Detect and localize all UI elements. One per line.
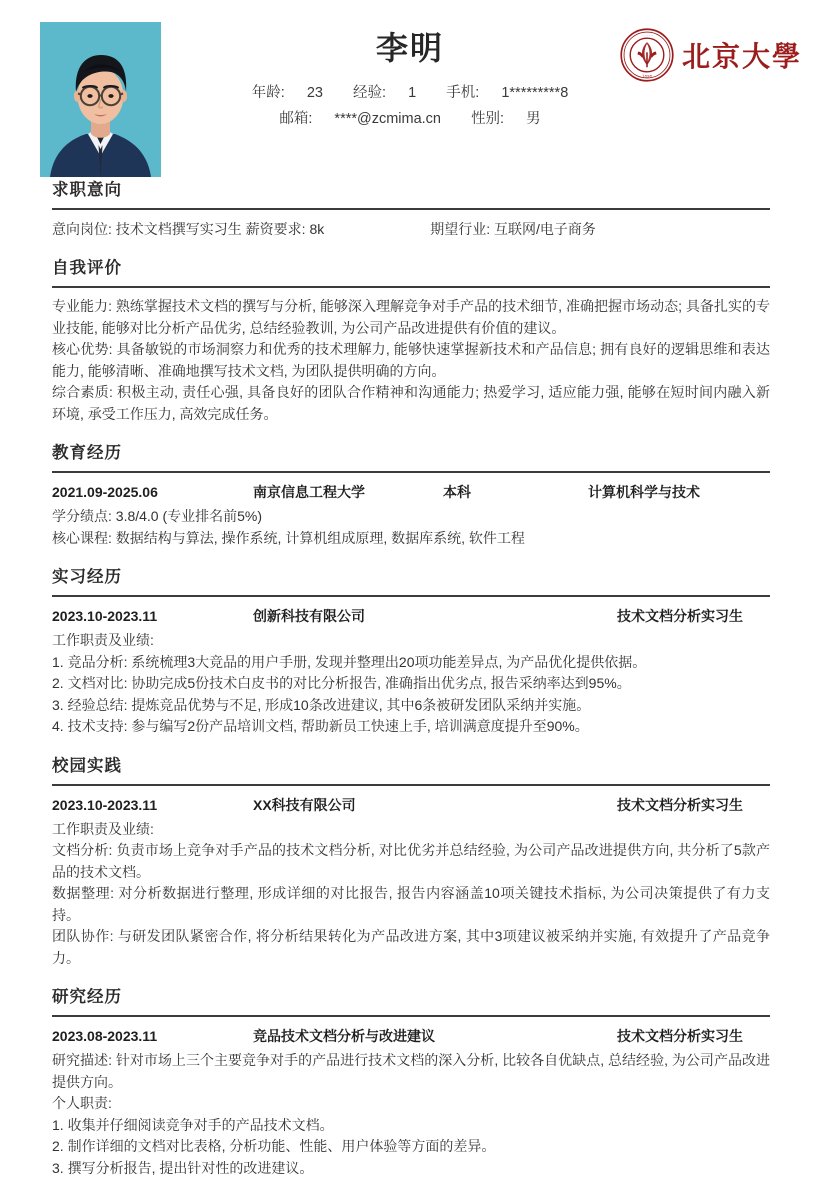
- self-evaluation-paragraph: 综合素质: 积极主动, 责任心强, 具备良好的团队合作精神和沟通能力; 热爱学习, 适应能力强, 能够在短时间内融入新环境, 承受工作压力, 高效完成任务。: [52, 382, 770, 425]
- internship-date: 2023.10-2023.11: [52, 605, 253, 627]
- identity-block: [190, 26, 630, 132]
- email-label: 邮箱:: [279, 111, 312, 127]
- internship-company: 创新科技有限公司: [253, 605, 617, 627]
- internship-sub-heading: 工作职责及业绩:: [52, 630, 770, 652]
- section-divider: [52, 784, 770, 786]
- person-name: 李明: [190, 26, 630, 70]
- salary-label: 薪资要求:: [246, 221, 306, 237]
- education-gpa: 学分绩点: 3.8/4.0 (专业排名前5%): [52, 506, 770, 528]
- experience-value: 1: [408, 85, 416, 101]
- campus-item: 数据整理: 对分析数据进行整理, 形成详细的对比报告, 报告内容涵盖10项关键技术指标, 为公司决策提供了有力支持。: [52, 883, 770, 926]
- campus-role: 技术文档分析实习生: [617, 794, 770, 816]
- resume-header: [0, 0, 820, 178]
- research-item: 3. 撰写分析报告, 提出针对性的改进建议。: [52, 1158, 770, 1179]
- position-label: 意向岗位:: [52, 221, 112, 237]
- meta-row-2: [190, 106, 630, 132]
- self-evaluation-paragraph: 核心优势: 具备敏锐的市场洞察力和优秀的技术理解力, 能够快速掌握新技术和产品信息; 拥有良好的逻辑思维和表达能力, 能够清晰、准确地撰写技术文档, 为团队提供明确的方向。: [52, 339, 770, 382]
- salary-value: 8k: [309, 221, 324, 237]
- age-label: 年龄:: [252, 85, 285, 101]
- education-degree: 本科: [443, 481, 588, 503]
- section-divider: [52, 471, 770, 473]
- research-description: 研究描述: 针对市场上三个主要竞争对手的产品进行技术文档的深入分析, 比较各自优缺点, 总结经验, 为公司产品改进提供方向。: [52, 1050, 770, 1093]
- university-name: 北京大學: [682, 35, 802, 75]
- campus-sub-heading: 工作职责及业绩:: [52, 819, 770, 841]
- gender-label: 性别:: [471, 111, 504, 127]
- internship-entry-row: [52, 605, 770, 627]
- section-title-self-evaluation: 自我评价: [52, 256, 770, 280]
- meta-row-1: [190, 80, 630, 106]
- section-divider: [52, 286, 770, 288]
- section-campus-practice: [0, 754, 820, 970]
- university-seal-icon: [619, 27, 675, 83]
- research-topic: 竞品技术文档分析与改进建议: [253, 1025, 617, 1047]
- campus-entry-row: [52, 794, 770, 816]
- internship-item: 4. 技术支持: 参与编写2份产品培训文档, 帮助新员工快速上手, 培训满意度提升至90%。: [52, 716, 770, 738]
- campus-item: 文档分析: 负责市场上竞争对手产品的技术文档分析, 对比优劣并总结经验, 为公司产品改进提供方向, 共分析了5款产品的技术文档。: [52, 840, 770, 883]
- university-logo: [619, 27, 802, 83]
- campus-item: 团队协作: 与研发团队紧密合作, 将分析结果转化为产品改进方案, 其中3项建议被采纳并实施, 有效提升了产品竞争力。: [52, 926, 770, 969]
- portrait-photo: [40, 22, 161, 177]
- section-job-intention: [0, 178, 820, 240]
- phone-label: 手机:: [446, 85, 479, 101]
- position-value: 技术文档撰写实习生: [116, 221, 242, 237]
- section-self-evaluation: [0, 256, 820, 425]
- section-title-research: 研究经历: [52, 985, 770, 1009]
- svg-text:· · · · ·: · · · · ·: [641, 33, 652, 38]
- research-item: 2. 制作详细的文档对比表格, 分析功能、性能、用户体验等方面的差异。: [52, 1136, 770, 1158]
- research-item: 1. 收集并仔细阅读竞争对手的产品技术文档。: [52, 1115, 770, 1137]
- research-entry-row: [52, 1025, 770, 1047]
- section-title-campus-practice: 校园实践: [52, 754, 770, 778]
- education-courses: 核心课程: 数据结构与算法, 操作系统, 计算机组成原理, 数据库系统, 软件工程: [52, 528, 770, 550]
- internship-role: 技术文档分析实习生: [617, 605, 770, 627]
- campus-company: XX科技有限公司: [253, 794, 617, 816]
- phone-value: 1*********8: [501, 85, 568, 101]
- internship-item: 2. 文档对比: 协助完成5份技术白皮书的对比分析报告, 准确指出优劣点, 报告采纳率达到95%。: [52, 673, 770, 695]
- research-role: 技术文档分析实习生: [617, 1025, 770, 1047]
- job-intention-right: [430, 218, 596, 240]
- section-divider: [52, 595, 770, 597]
- portrait-photo-graphic: [40, 22, 161, 177]
- industry-label: 期望行业:: [430, 221, 490, 237]
- section-internship: [0, 565, 820, 738]
- section-education: [0, 441, 820, 549]
- gender-value: 男: [526, 111, 541, 127]
- section-title-job-intention: 求职意向: [52, 178, 770, 202]
- section-title-education: 教育经历: [52, 441, 770, 465]
- education-entry-row: [52, 481, 770, 503]
- experience-label: 经验:: [353, 85, 386, 101]
- svg-text:1898: 1898: [642, 73, 652, 78]
- research-date: 2023.08-2023.11: [52, 1025, 253, 1047]
- education-date: 2021.09-2025.06: [52, 481, 253, 503]
- internship-item: 1. 竞品分析: 系统梳理3大竞品的用户手册, 发现并整理出20项功能差异点, 为产品优化提供依据。: [52, 652, 770, 674]
- campus-date: 2023.10-2023.11: [52, 794, 253, 816]
- internship-item: 3. 经验总结: 提炼竞品优势与不足, 形成10条改进建议, 其中6条被研发团队采纳并实施。: [52, 695, 770, 717]
- age-value: 23: [307, 85, 323, 101]
- job-intention-left: [52, 218, 324, 240]
- section-title-internship: 实习经历: [52, 565, 770, 589]
- research-duty-heading: 个人职责:: [52, 1093, 770, 1115]
- industry-value: 互联网/电子商务: [494, 221, 596, 237]
- section-divider: [52, 1015, 770, 1017]
- section-divider: [52, 208, 770, 210]
- section-research: [0, 985, 820, 1179]
- email-value: ****@zcmima.cn: [334, 111, 441, 127]
- education-major: 计算机科学与技术: [588, 481, 770, 503]
- job-intention-row: [52, 218, 770, 240]
- self-evaluation-paragraph: 专业能力: 熟练掌握技术文档的撰写与分析, 能够深入理解竞争对手产品的技术细节, 准确把握市场动态; 具备扎实的专业技能, 能够对比分析产品优劣, 总结经验教训, 为公司产品改进提供有价值的建议。: [52, 296, 770, 339]
- education-school: 南京信息工程大学: [253, 481, 443, 503]
